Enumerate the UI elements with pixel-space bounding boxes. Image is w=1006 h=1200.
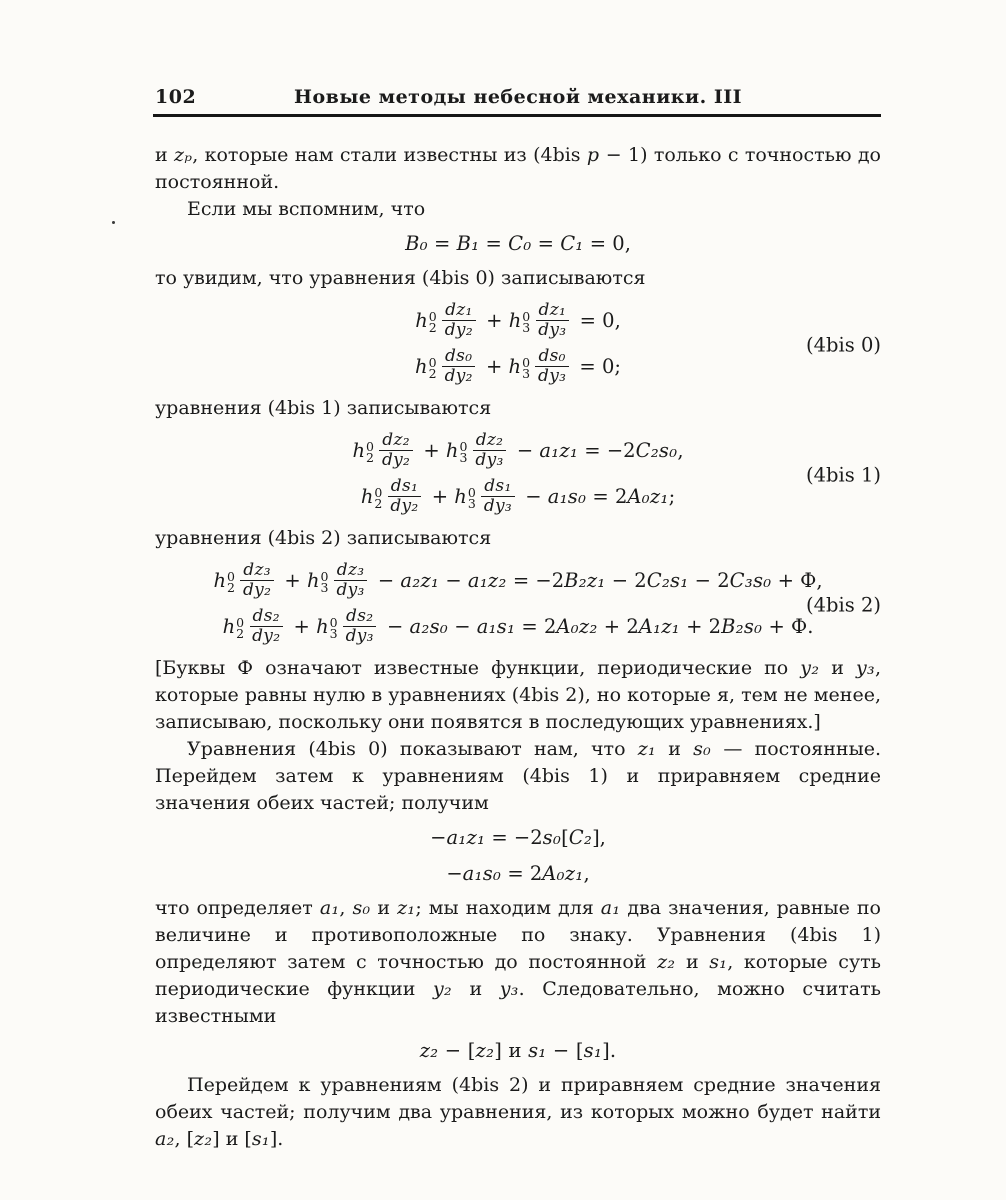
- equation-lines: [155, 561, 881, 646]
- equation-known-quantities: z₂ − [z₂] и s₁ − [s₁].: [419, 1039, 617, 1062]
- math-text: +: [417, 439, 446, 462]
- math-text: − a₁s₀ = 2A₀z₁;: [519, 485, 676, 508]
- paragraph-continuation: и zₚ, которые нам стали известны из (4bis p − 1) только с точностью до постоянной.: [155, 144, 881, 193]
- paragraph-if-we-recall: Если мы вспомним, что: [187, 198, 426, 220]
- math-text: +: [278, 569, 307, 592]
- equation-mean-2: −a₁s₀ = 2A₀z₁,: [446, 862, 590, 885]
- equation-block-4bis2: [155, 561, 881, 646]
- fraction: $\frac{\text{dz₁}}{\text{dy₃}}$: [535, 301, 569, 340]
- paragraph-final: Перейдем к уравнениям (4bis 2) и приравняем средние значения обеих частей; получим два уравнения, из которых можно будет найти a₂, [z₂] и [s₁].: [155, 1074, 881, 1150]
- fraction: $\frac{\text{ds₂}}{\text{dy₃}}$: [343, 607, 377, 646]
- math-text: − a₁z₁ = −2C₂s₀,: [510, 439, 684, 462]
- math-text: = 0;: [573, 355, 621, 378]
- coefficient-with-scripts: h 0 3: [508, 354, 531, 381]
- paragraph-equations-show: Уравнения (4bis 0) показывают нам, что z₁ и s₀ — постоянные. Перейдем затем к уравнениям (4bis 1) и приравняем средние значения обеих частей; получим: [155, 738, 881, 814]
- running-title: Новые методы небесной механики. III: [294, 86, 742, 108]
- page-header: [155, 86, 881, 110]
- equation-4bis1-line2: [361, 477, 675, 516]
- paragraph-phi-remark: [Буквы Ф означают известные функции, периодические по y₂ и y₃, которые равны нулю в уравнениях (4bis 2), но которые я, тем не менее, записываю, поскольку они появятся в последующих уравнениях.]: [155, 657, 881, 733]
- coefficient-with-scripts: h 0 3: [306, 568, 329, 595]
- fraction: $\frac{\text{ds₁}}{\text{dy₃}}$: [481, 477, 515, 516]
- fraction: $\frac{\text{ds₂}}{\text{dy₂}}$: [249, 607, 283, 646]
- fraction: $\frac{\text{ds₀}}{\text{dy₂}}$: [442, 347, 476, 386]
- coefficient-with-scripts: h 0 2: [222, 614, 245, 641]
- coefficient-with-scripts: h 0 2: [415, 308, 437, 335]
- fraction: $\frac{\text{dz₁}}{\text{dy₂}}$: [442, 301, 476, 340]
- fraction: $\frac{\text{dz₃}}{\text{dy₂}}$: [240, 561, 274, 600]
- math-text: = 0,: [573, 309, 621, 332]
- paragraph-then-we-see: то увидим, что уравнения (4bis 0) записываются: [155, 267, 646, 289]
- coefficient-with-scripts: h 0 2: [415, 354, 437, 381]
- equation-4bis0-line2: [415, 347, 621, 386]
- coefficient-with-scripts: h 0 2: [360, 484, 383, 511]
- fraction: $\frac{\text{ds₁}}{\text{dy₂}}$: [387, 477, 421, 516]
- coefficient-with-scripts: h 0 2: [213, 568, 235, 595]
- equation-4bis2-line2: [223, 607, 814, 646]
- math-text: − a₂z₁ − a₁z₂ = −2B₂z₁ − 2C₂s₁ − 2C₃s₀ + Ф,: [371, 569, 823, 592]
- equation-block-4bis1: [155, 431, 881, 516]
- fraction: $\frac{\text{dz₂}}{\text{dy₂}}$: [379, 431, 413, 470]
- equation-b-c-chain: B₀ = B₁ = C₀ = C₁ = 0,: [405, 232, 631, 255]
- math-text: +: [479, 355, 509, 378]
- page-number: 102: [155, 86, 197, 108]
- coefficient-with-scripts: h 0 3: [316, 614, 338, 641]
- equation-4bis2-line1: [213, 561, 822, 600]
- fraction: $\frac{\text{ds₀}}{\text{dy₃}}$: [535, 347, 569, 386]
- paragraph-equations-4bis2: уравнения (4bis 2) записываются: [155, 527, 492, 549]
- header-rule: [153, 114, 881, 117]
- equation-label-4bis1: (4bis 1): [806, 463, 881, 487]
- equation-mean-1: −a₁z₁ = −2s₀[C₂],: [430, 826, 606, 849]
- paragraph-equations-4bis1: уравнения (4bis 1) записываются: [155, 397, 492, 419]
- coefficient-with-scripts: h 0 2: [352, 438, 374, 465]
- math-text: +: [479, 309, 509, 332]
- equation-4bis0-line1: [415, 301, 621, 340]
- math-text: +: [287, 615, 317, 638]
- coefficient-with-scripts: h 0 3: [445, 438, 468, 465]
- page-body: [155, 142, 881, 1153]
- equation-lines: [155, 431, 881, 516]
- equation-label-4bis0: (4bis 0): [806, 333, 881, 357]
- equation-4bis1-line1: [352, 431, 683, 470]
- equation-lines: [155, 301, 881, 386]
- equation-label-4bis2: (4bis 2): [806, 593, 881, 617]
- scan-artifact-dot: [112, 221, 115, 224]
- fraction: $\frac{\text{dz₂}}{\text{dy₃}}$: [472, 431, 506, 470]
- equation-block-4bis0: [155, 301, 881, 386]
- paragraph-which-defines: что определяет a₁, s₀ и z₁; мы находим для a₁ два значения, равные по величине и противоположные по знаку. Уравнения (4bis 1) определяют затем с точностью до постоянной z₂ и s₁, которые суть периодические функции y₂ и y₃. Следовательно, можно считать известными: [155, 897, 881, 1027]
- coefficient-with-scripts: h 0 3: [454, 484, 476, 511]
- coefficient-with-scripts: h 0 3: [508, 308, 531, 335]
- fraction: $\frac{\text{dz₃}}{\text{dy₃}}$: [333, 561, 367, 600]
- math-text: − a₂s₀ − a₁s₁ = 2A₀z₂ + 2A₁z₁ + 2B₂s₀ + Ф.: [380, 615, 814, 638]
- math-text: +: [425, 485, 455, 508]
